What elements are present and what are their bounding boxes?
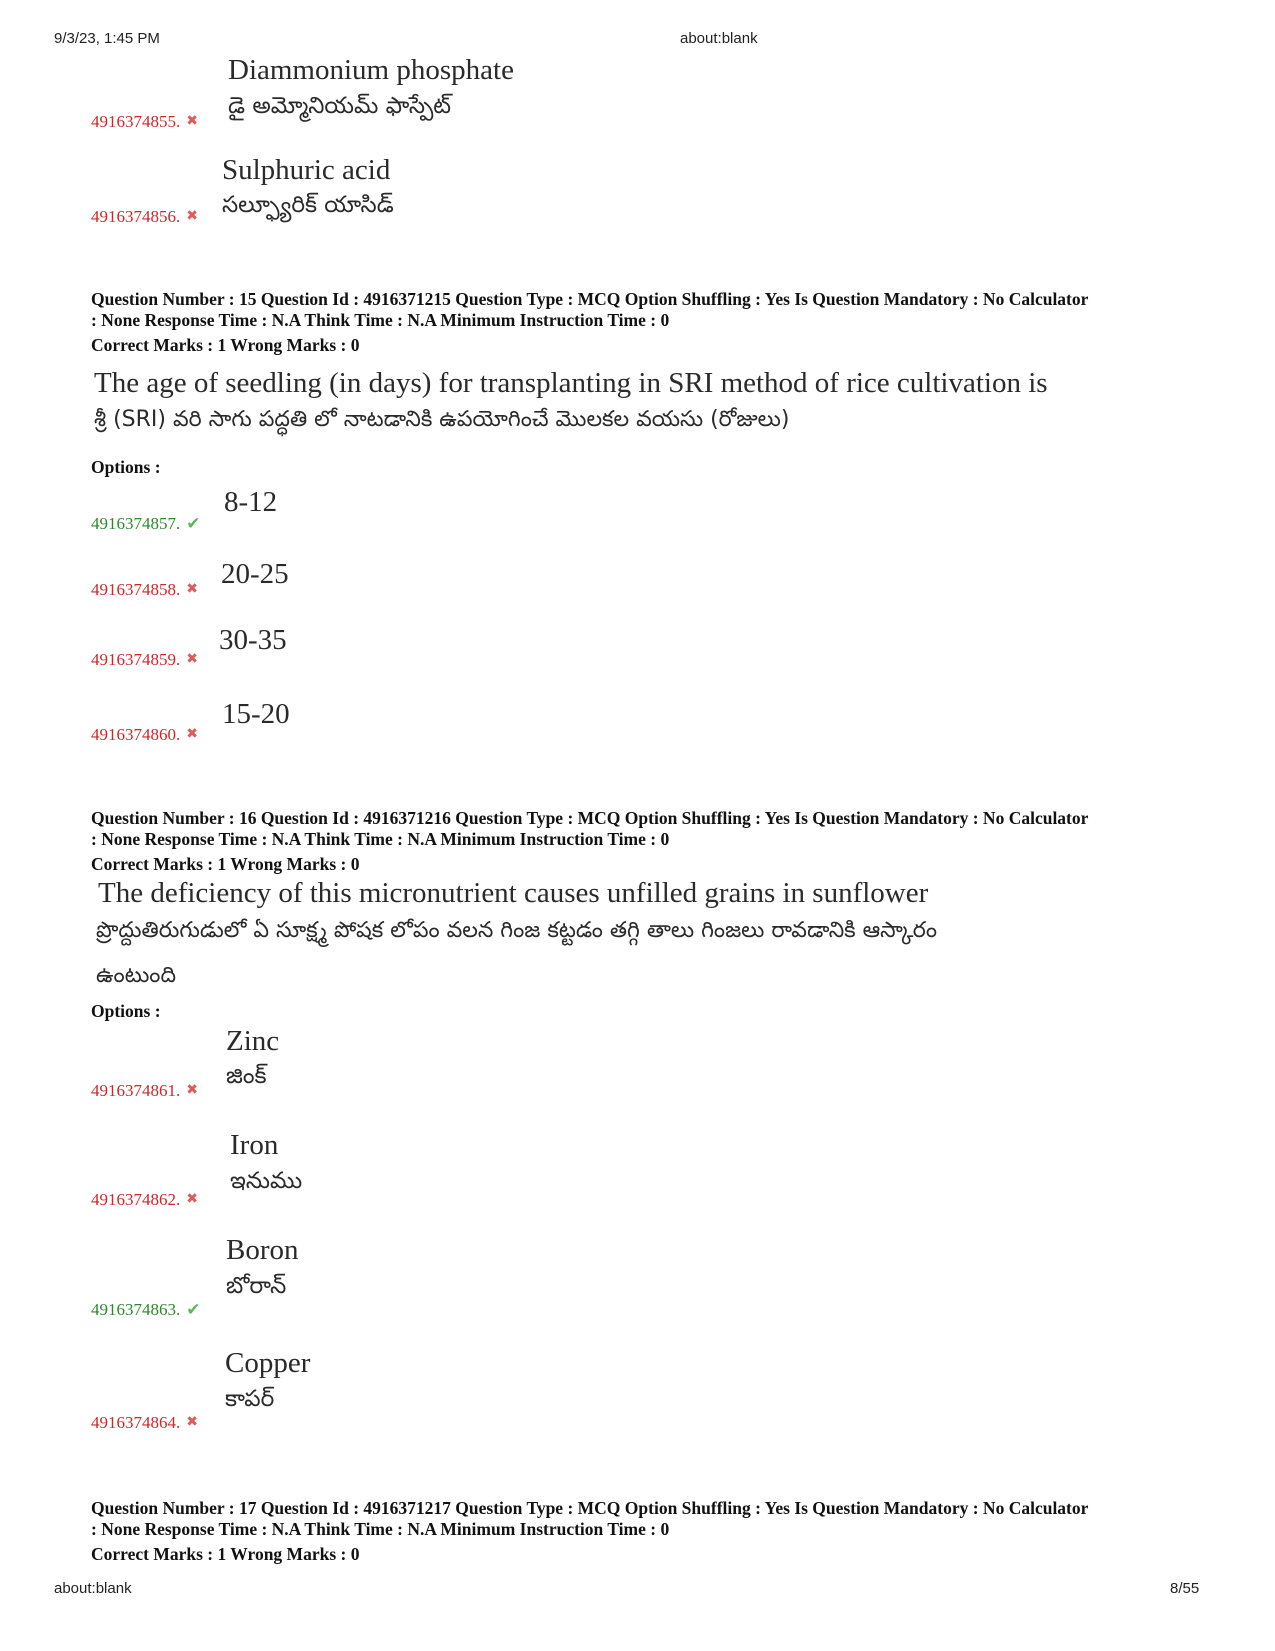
cross-icon: ✖	[186, 1414, 198, 1430]
option-text-en: Boron	[226, 1234, 299, 1266]
option-id: 4916374861. ✖	[91, 1081, 198, 1100]
option-text-en: Zinc	[226, 1025, 280, 1057]
option-text-te: సల్ఫ్యూరిక్ యాసిడ్	[222, 192, 394, 218]
question-meta: Question Number : 17 Question Id : 4916371217 Question Type : MCQ Option Shuffling : Yes Is Question Mandatory : No Calculator : None Response Time : N.A Think Time : N.A Minimum Instruction Time : 0 Correct Marks : 1 Wrong Marks : 0	[91, 1498, 1089, 1564]
question-text-te: శ్రీ (SRI) వరి సాగు పద్ధతి లో నాటడానికి ఉపయోగించే మొలకల వయసు (రోజులు)	[94, 407, 790, 432]
option-text-te: డై అమ్మోనియమ్ ఫాస్పేట్	[228, 93, 452, 119]
print-datetime: 9/3/23, 1:45 PM	[54, 30, 160, 47]
option-id: 4916374859. ✖	[91, 650, 198, 669]
question-meta: Question Number : 16 Question Id : 4916371216 Question Type : MCQ Option Shuffling : Yes Is Question Mandatory : No Calculator : None Response Time : N.A Think Time : N.A Minimum Instruction Time : 0 Correct Marks : 1 Wrong Marks : 0	[91, 808, 1089, 874]
check-icon: ✔	[186, 1300, 201, 1320]
option-id: 4916374856. ✖	[91, 207, 198, 226]
option-id: 4916374863. ✔	[91, 1300, 201, 1320]
option-id: 4916374855. ✖	[91, 112, 198, 131]
option-text-en: Copper	[225, 1347, 311, 1379]
cross-icon: ✖	[186, 651, 198, 667]
cross-icon: ✖	[186, 581, 198, 597]
option-id: 4916374858. ✖	[91, 580, 198, 599]
question-text-te: ప్రొద్దుతిరుగుడులో ఏ సూక్ష్మ పోషక లోపం వలన గింజ కట్టడం తగ్గి తాలు గింజలు రావడానికి ఆస్కారం	[96, 918, 938, 943]
option-text-en: 8-12	[224, 486, 278, 518]
option-text-te: కాపర్	[225, 1386, 275, 1412]
option-text-en: Sulphuric acid	[222, 154, 391, 186]
option-text-en: 30-35	[219, 624, 287, 656]
question-text-en: The deficiency of this micronutrient causes unfilled grains in sunflower	[98, 877, 929, 909]
cross-icon: ✖	[186, 113, 198, 129]
option-text-te: బోరాన్	[226, 1273, 287, 1299]
cross-icon: ✖	[186, 208, 198, 224]
cross-icon: ✖	[186, 1082, 198, 1098]
option-id: 4916374857. ✔	[91, 514, 201, 534]
print-page-number: 8/55	[1170, 1580, 1200, 1597]
option-id: 4916374860. ✖	[91, 725, 198, 744]
question-text-te: ఉంటుంది	[96, 963, 176, 988]
option-text-te: జింక్	[226, 1063, 267, 1089]
option-text-en: Diammonium phosphate	[228, 54, 514, 86]
cross-icon: ✖	[186, 1191, 198, 1207]
option-text-en: 20-25	[221, 558, 289, 590]
question-text-en: The age of seedling (in days) for transplanting in SRI method of rice cultivation is	[94, 367, 1048, 399]
check-icon: ✔	[186, 514, 201, 534]
option-text-en: Iron	[230, 1129, 279, 1161]
options-label: Options :	[91, 1001, 161, 1021]
option-id: 4916374862. ✖	[91, 1190, 198, 1209]
print-footer-url: about:blank	[54, 1580, 132, 1597]
question-meta: Question Number : 15 Question Id : 4916371215 Question Type : MCQ Option Shuffling : Yes Is Question Mandatory : No Calculator : None Response Time : N.A Think Time : N.A Minimum Instruction Time : 0 Correct Marks : 1 Wrong Marks : 0	[91, 289, 1089, 355]
option-text-te: ఇనుము	[230, 1168, 303, 1194]
cross-icon: ✖	[186, 726, 198, 742]
option-text-en: 15-20	[222, 698, 290, 730]
option-id: 4916374864. ✖	[91, 1413, 198, 1432]
print-title: about:blank	[680, 30, 758, 47]
options-label: Options :	[91, 457, 161, 477]
